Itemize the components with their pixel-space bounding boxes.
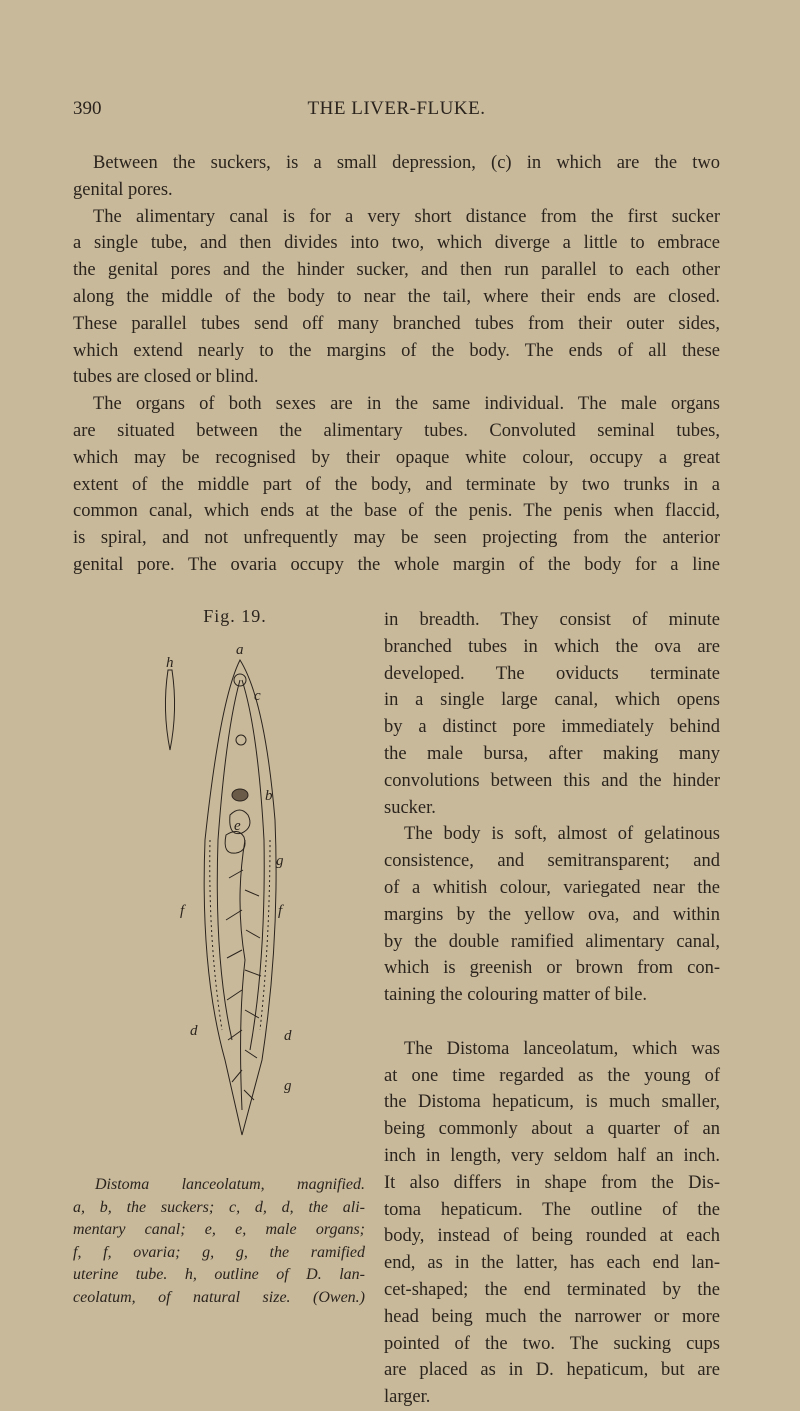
text-line: margins by the yellow ova, and within (384, 904, 720, 925)
label-g: g (276, 853, 284, 869)
text-line: are placed as in D. hepaticum, but are (384, 1360, 720, 1381)
text-line: tubes are closed or blind. (73, 367, 259, 388)
text-line: inch in length, very seldom half an inch. (384, 1145, 720, 1166)
body-text-right-column (384, 607, 720, 1411)
text-line: which extend nearly to the margins of the body. The ends of all these (73, 340, 720, 361)
text-line: a, b, the suckers; c, d, d, the ali- (73, 1198, 365, 1216)
label-f: f (180, 903, 185, 919)
text-line: which is greenish or brown from con- (384, 958, 720, 979)
text-line: pointed of the two. The sucking cups (384, 1333, 720, 1354)
label-d: d (190, 1023, 198, 1039)
text-line: larger. (384, 1387, 431, 1408)
natural-size-outline (165, 670, 174, 750)
label-a: a (236, 642, 244, 658)
text-line: the genital pores and the hinder sucker, and then run parallel to each other (73, 260, 720, 281)
text-line: by the double ramified alimentary canal, (384, 931, 720, 952)
figure-label: Fig. 19. (203, 606, 267, 626)
text-line (384, 1009, 720, 1036)
text-line: The Distoma lanceolatum, which was (404, 1038, 720, 1059)
text-line: being commonly about a quarter of an (384, 1119, 720, 1140)
text-line: Distoma lanceolatum, magnified. (95, 1176, 365, 1193)
page-number: 390 (73, 98, 102, 119)
text-line: of a whitish colour, variegated near the (384, 877, 720, 898)
text-line: Between the suckers, is a small depression, (c) in which are the two (93, 153, 720, 173)
running-title: THE LIVER-FLUKE. (307, 98, 486, 119)
text-line: These parallel tubes send off many branched tubes from their outer sides, (73, 313, 720, 334)
text-line: convolutions between this and the hinder (384, 770, 720, 791)
text-line: are situated between the alimentary tubes. Convoluted seminal tubes, (73, 420, 720, 441)
text-line: f, f, ovaria; g, g, the ramified (73, 1243, 365, 1261)
text-line: end, as in the latter, has each end lan- (384, 1253, 720, 1274)
text-line: along the middle of the body to near the tail, where their ends are closed. (73, 286, 720, 307)
body-text-full-width (73, 150, 720, 579)
text-line: the male bursa, after making many (384, 743, 720, 764)
text-line: head being much the narrower or more (384, 1306, 720, 1327)
text-line: taining the colouring matter of bile. (384, 985, 648, 1006)
label-g-lower: g (284, 1078, 292, 1094)
liver-fluke-figure (150, 640, 310, 1150)
text-line: is spiral, and not unfrequently may be seen projecting from the anterior (73, 528, 720, 549)
text-line: It also differs in shape from the Dis- (384, 1172, 720, 1193)
label-h: h (166, 655, 174, 671)
text-line: branched tubes in which the ova are (384, 636, 720, 657)
text-line: the Distoma hepaticum, is much smaller, (384, 1092, 720, 1113)
text-line: The body is soft, almost of gelatinous (404, 824, 720, 845)
figure-caption (73, 1174, 365, 1309)
fluke-body-outline (204, 660, 276, 1135)
text-line: mentary canal; e, e, male organs; (73, 1221, 365, 1238)
text-line: in breadth. They consist of minute (384, 610, 720, 630)
text-line: uterine tube. h, outline of D. lan- (73, 1266, 365, 1283)
text-line: extent of the middle part of the body, and terminate by two trunks in a (73, 474, 720, 495)
text-line: body, instead of being rounded at each (384, 1226, 720, 1247)
text-line: a single tube, and then divides into two, which diverge a little to embrace (73, 233, 720, 254)
text-line: ceolatum, of natural size. (Owen.) (73, 1288, 365, 1306)
text-line: The alimentary canal is for a very short distance from the first sucker (93, 206, 720, 227)
label-f-right: f (278, 903, 283, 919)
text-line: common canal, which ends at the base of the penis. The penis when flaccid, (73, 501, 720, 522)
text-line: consistence, and semitransparent; and (384, 851, 720, 872)
label-c: c (254, 688, 261, 704)
text-line: at one time regarded as the young of (384, 1065, 720, 1086)
text-line: genital pores. (73, 179, 173, 200)
text-line: The organs of both sexes are in the same individual. The male organs (93, 394, 720, 415)
text-line: cet-shaped; the end terminated by the (384, 1279, 720, 1300)
text-line: toma hepaticum. The outline of the (384, 1199, 720, 1220)
text-line: by a distinct pore immediately behind (384, 717, 720, 738)
label-e: e (234, 818, 241, 834)
text-line: developed. The oviducts terminate (384, 663, 720, 684)
text-line: sucker. (384, 797, 436, 818)
text-line: genital pore. The ovaria occupy the whole margin of the body for a line (73, 554, 720, 575)
text-line: in a single large canal, which opens (384, 690, 720, 711)
label-b: b (265, 788, 273, 804)
text-line: which may be recognised by their opaque white colour, occupy a great (73, 447, 720, 468)
running-header (73, 98, 720, 124)
label-d-right: d (284, 1028, 292, 1044)
